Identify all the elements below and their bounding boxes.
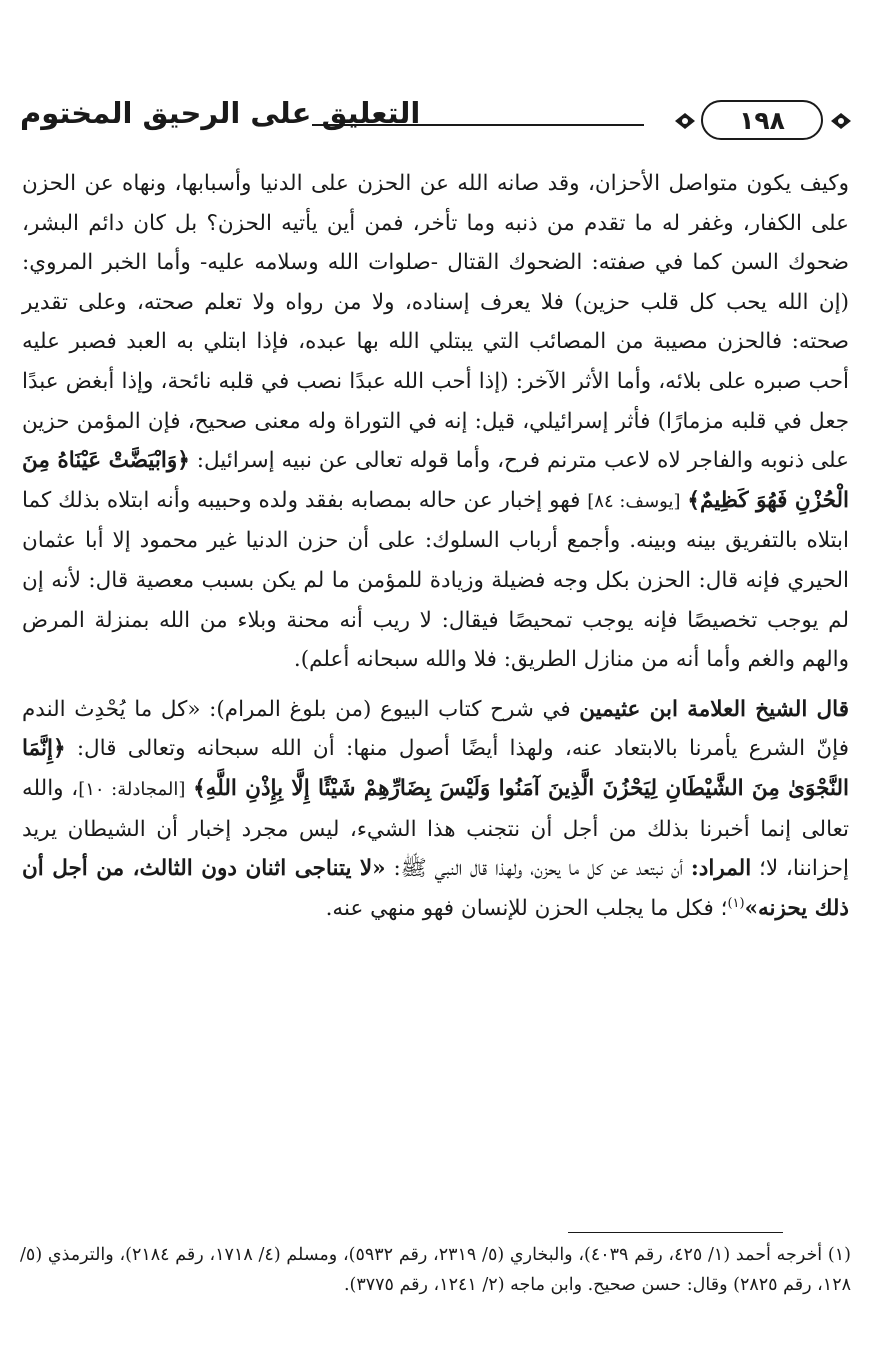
page-header	[20, 92, 859, 152]
emphasis-label: المراد:	[690, 856, 752, 882]
scholar-name: قال الشيخ العلامة ابن عثيمين	[579, 696, 849, 722]
verse-reference: [يوسف: ٨٤]	[587, 490, 681, 512]
book-title: التعليق على الرحيق المختوم	[20, 96, 421, 130]
footnote-separator	[568, 1232, 783, 1233]
paragraph-text: أن نبتعد عن كل ما يحزن، ولهذا قال النبي ﷺ:	[393, 856, 684, 882]
ornament-icon	[829, 111, 853, 131]
paragraph-text: وكيف يكون متواصل الأحزان، وقد صانه الله عن الحزن على الدنيا وأسبابها، ونهاه عن الحزن على الكفار، وغفر له ما تقدم من ذنبه وما تأخر، فمن أين يأتيه الحزن؟ بل كان دائم البشر، ضحوك السن كما في صفته: الضحوك القتال -صلوات الله وسلامه عليه- وأما الخبر المروي: (إن الله يحب كل قلب حزين) فلا يعرف إسناده، ولا من رواه ولا تعلم صحته، وعلى تقدير صحته: فالحزن مصيبة من المصائب التي يبتلي الله بها عبده، فإذا ابتلي به العبد فصبر عليه أحب صبره على بلائه، وأما الأثر الآخر: (إذا أحب الله عبدًا نصب في قلبه نائحة، وإذا أبغض عبدًا جعل في قلبه مزمارًا) فأثر إسرائيلي، قيل: إنه في التوراة وله معنى صحيح، فإن المؤمن حزين على ذنوبه والفاجر لاه لاعب مترنم فرح، وأما قوله تعالى عن نبيه إسرائيل:	[22, 171, 850, 474]
page-number: ١٩٨	[701, 100, 823, 140]
main-text	[22, 164, 849, 928]
footnote: (١) أخرجه أحمد (١/ ٤٢٥، رقم ٤٠٣٩)، والبخاري (٥/ ٢٣١٩، رقم ٥٩٣٢)، ومسلم (٤/ ١٧١٨، رقم ٢١٨٤)، والترمذي (٥/ ١٢٨، رقم ٢٨٢٥) وقال: حسن صحيح. وابن ماجه (٢/ ١٢٤١، رقم ٣٧٧٥).	[20, 1245, 851, 1295]
page-number-frame	[644, 100, 859, 144]
paragraph-text: ؛ فكل ما يجلب الحزن للإنسان فهو منهي عنه.	[325, 895, 728, 921]
paragraph-text: فهو إخبار عن حاله بمصابه بفقد ولده وحبيبه وأنه ابتلاه بذلك كما ابتلاه بالتفريق بينه وبينه. وأجمع أرباب السلوك: على أن حزن الدنيا غير محمود إلا أبا عثمان الحيري فإنه قال: الحزن بكل وجه فضيلة وزيادة للمؤمن ما لم يكن بسبب معصية قال: لأنه إن لم يوجب تخصيصًا فإنه يوجب تمحيصًا فيقال: لا ريب أنه محنة وبلاء من الله بمنزلة المرض والهم والغم وأما أنه من منازل الطريق: فلا والله سبحانه أعلم).	[22, 487, 849, 673]
verse-reference: [المجادلة: ١٠]	[78, 778, 186, 800]
ornament-icon	[673, 111, 697, 131]
paragraph-1	[22, 164, 849, 680]
quran-verse: ﴿إِنَّمَا النَّجْوَىٰ مِنَ الشَّيْطَانِ لِيَحْزُنَ الَّذِينَ آمَنُوا وَلَيْسَ بِضَارِّهِمْ شَيْئًا إِلَّا بِإِذْنِ اللَّهِ﴾	[22, 736, 849, 801]
quran-verse: ﴿وَابْيَضَّتْ عَيْنَاهُ مِنَ الْحُزْنِ فَهُوَ كَظِيمٌ﴾	[22, 448, 849, 513]
footnote-marker[interactable]: (١)	[727, 895, 745, 911]
paragraph-2	[22, 690, 849, 929]
hadith-quote: «لا يتناجى اثنان دون الثالث، من أجل أن ذلك يحزنه»	[22, 856, 849, 921]
paragraph-text: ، والله تعالى إنما أخبرنا بذلك من أجل أن نتجنب هذا الشيء، ليس مجرد إخبار أن الشيطان يريد إحزاننا، لا؛	[22, 775, 849, 882]
paragraph-text: في شرح كتاب البيوع (من بلوغ المرام): «كل ما يُحْدِث الندم فإنّ الشرع يأمرنا بالابتعاد عنه، ولهذا أيضًا أصول منها: أن الله سبحانه وتعالى قال:	[22, 696, 849, 762]
